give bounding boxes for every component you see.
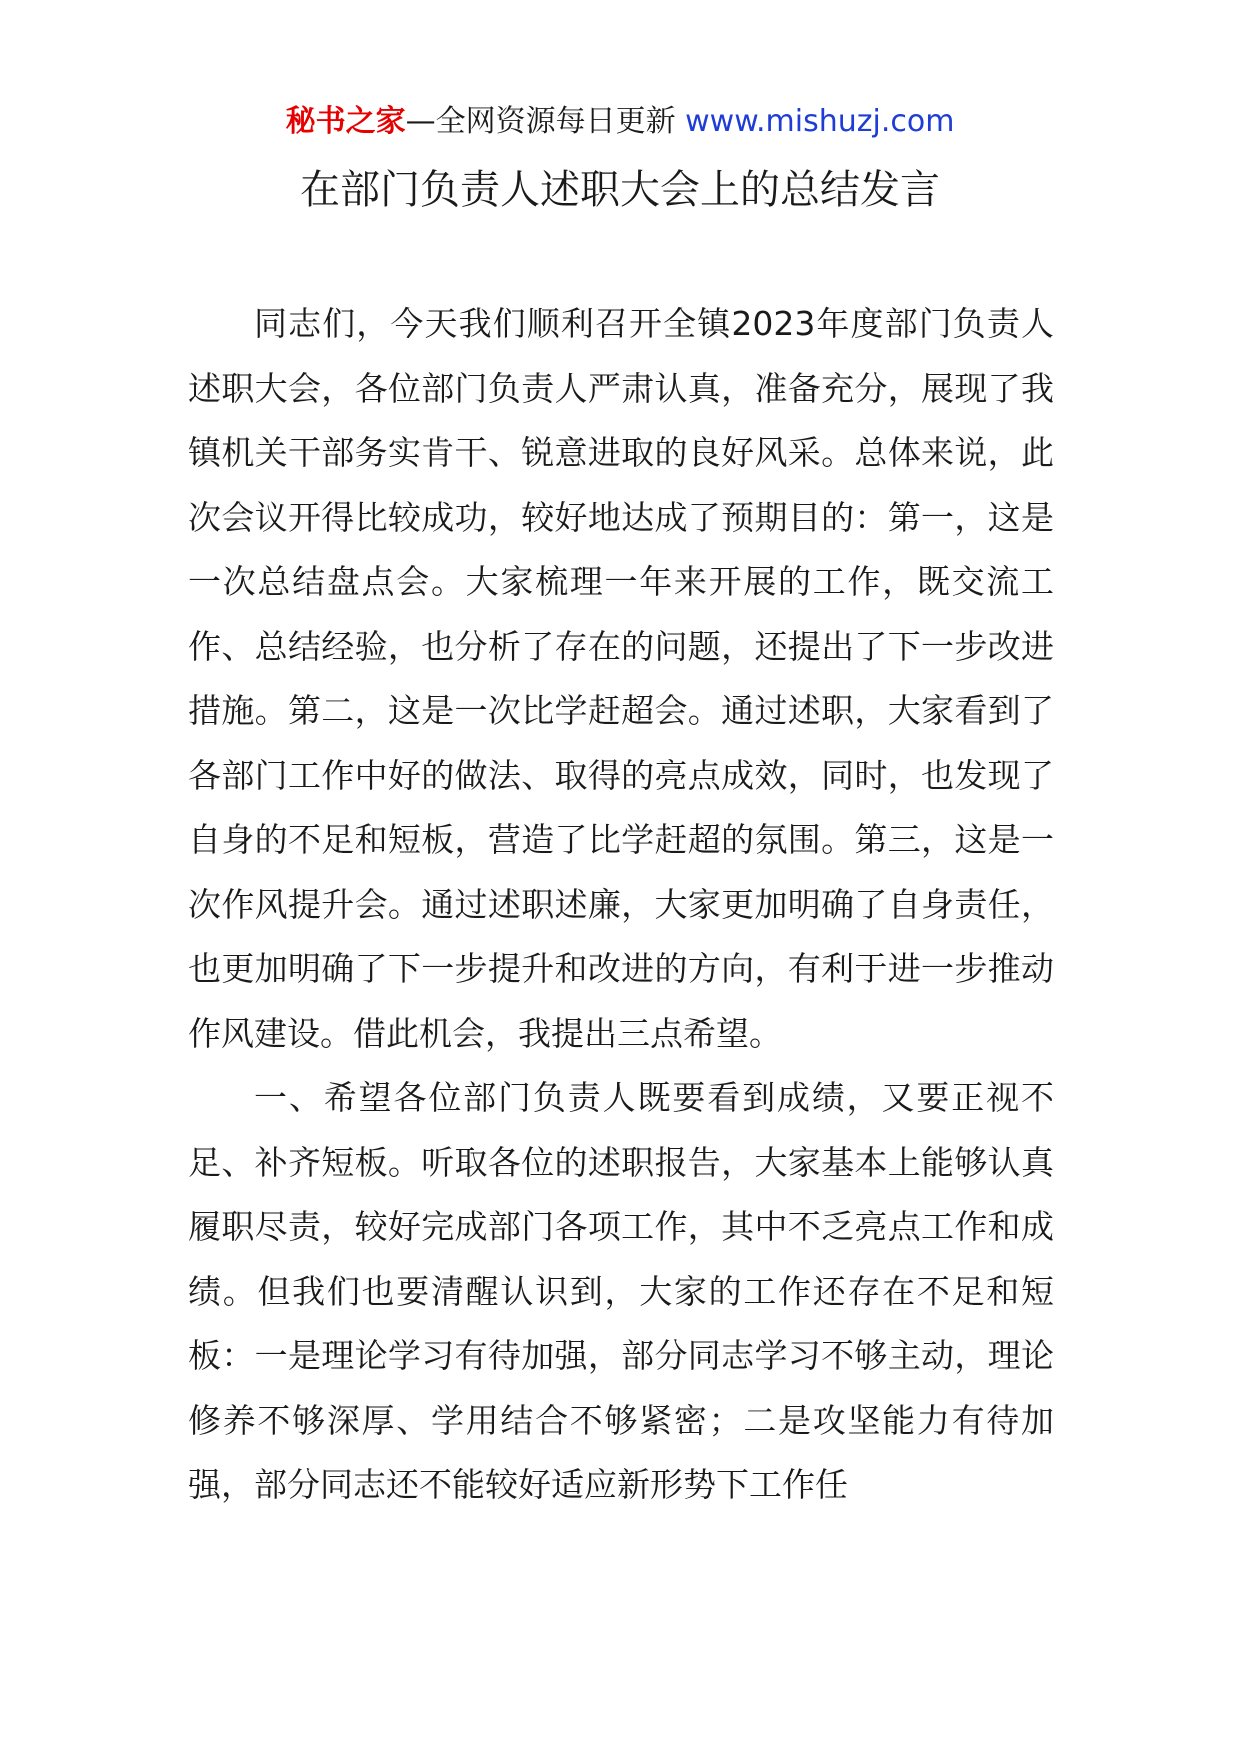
header-tagline: —全网资源每日更新 (405, 104, 676, 139)
site-header (0, 100, 1240, 144)
site-url-link[interactable]: www.mishuzj.com (685, 104, 955, 139)
paragraph-point-one: 一、希望各位部门负责人既要看到成绩，又要正视不足、补齐短板。听取各位的述职报告，大家基本上能够认真履职尽责，较好完成部门各项工作，其中不乏亮点工作和成绩。但我们也要清醒认识到，大家的工作还存在不足和短板：一是理论学习有待加强，部分同志学习不够主动，理论修养不够深厚、学用结合不够紧密；二是攻坚能力有待加强，部分同志还不能较好适应新形势下工作任 (188, 1078, 1054, 1504)
paragraph-intro: 同志们，今天我们顺利召开全镇2023年度部门负责人述职大会，各位部门负责人严肃认真，准备充分，展现了我镇机关干部务实肯干、锐意进取的良好风采。总体来说，此次会议开得比较成功，较好地达成了预期目的：第一，这是一次总结盘点会。大家梳理一年来开展的工作，既交流工作、总结经验，也分析了存在的问题，还提出了下一步改进措施。第二，这是一次比学赶超会。通过述职，大家看到了各部门工作中好的做法、取得的亮点成效，同时，也发现了自身的不足和短板，营造了比学赶超的氛围。第三，这是一次作风提升会。通过述职述廉，大家更加明确了自身责任，也更加明确了下一步提升和改进的方向，有利于进一步推动作风建设。借此机会，我提出三点希望。 (188, 304, 1054, 1053)
document-title: 在部门负责人述职大会上的总结发言 (300, 167, 940, 213)
brand-name: 秘书之家 (285, 104, 406, 139)
document-body (188, 292, 1054, 1518)
